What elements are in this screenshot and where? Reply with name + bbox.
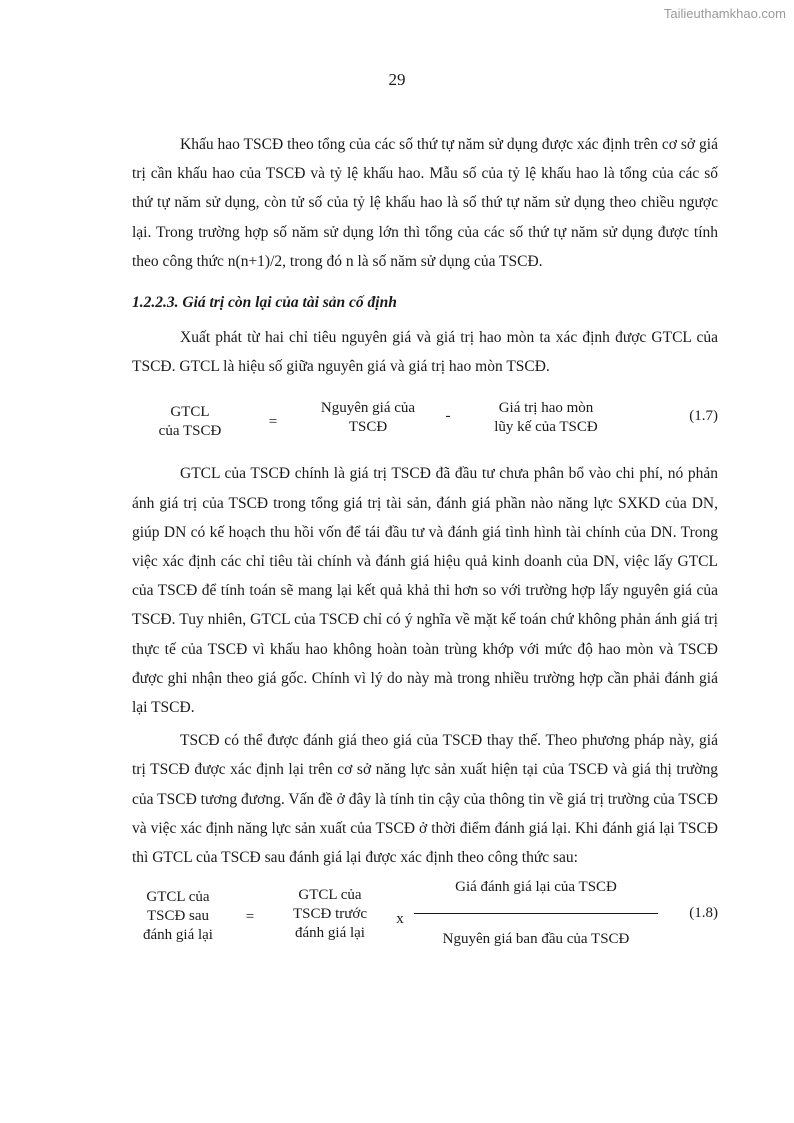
formula-1-7 bbox=[132, 389, 718, 451]
formula-1-7-minus: - bbox=[445, 408, 451, 425]
formula-1-8-numerator: Giá đánh giá lại của TSCĐ bbox=[455, 879, 617, 896]
section-heading: 1.2.2.3. Giá trị còn lại của tài sản cố định bbox=[132, 294, 397, 312]
watermark: Tailieuthamkhao.com bbox=[663, 6, 786, 21]
page-content bbox=[132, 130, 718, 974]
formula-1-7-number: (1.7) bbox=[689, 408, 718, 425]
paragraph-revaluation: TSCĐ có thể được đánh giá theo giá của TSCĐ thay thế. Theo phương pháp này, giá trị TSCĐ được xác định lại trên cơ sở năng lực sản xuất hiện tại của TSCĐ và giá thị trường của TSCĐ tương đương. Vấn đề ở đây là tính tin cậy của thông tin về giá trị trường của TSCĐ và việc xác định năng lực sản xuất của TSCĐ ở thời điểm đánh giá lại. Khi đánh giá lại TSCĐ thì GTCL của TSCĐ sau đánh giá lại được xác định theo công thức sau: bbox=[132, 732, 718, 867]
formula-1-8-fraction-bar bbox=[414, 913, 658, 914]
formula-1-7-term1: Nguyên giá của TSCĐ bbox=[320, 400, 416, 436]
formula-1-7-equals: = bbox=[268, 414, 278, 431]
paragraph-gtcl-meaning: GTCL của TSCĐ chính là giá trị TSCĐ đã đầu tư chưa phân bổ vào chi phí, nó phản ánh giá trị của TSCĐ trong tổng giá trị tài sản, đánh giá phần nào năng lực SXKD của DN, giúp DN có kế hoạch thu hồi vốn để tái đầu tư và đánh giá tình hình tài chính của DN. Trong việc xác định các chỉ tiêu tài chính và đánh giá hiệu quả kinh doanh của DN, việc lấy GTCL của TSCĐ để tính toán sẽ mang lại kết quả khả thi hơn so với trường hợp lấy nguyên giá của TSCĐ. Tuy nhiên, GTCL của TSCĐ chỉ có ý nghĩa về mặt kế toán chứ không phản ánh giá trị thực tế của TSCĐ vì khấu hao không hoàn toàn trùng khớp với mức độ hao mòn và TSCĐ được ghi nhận theo giá gốc. Chính vì lý do này mà trong nhiều trường hợp cần phải đánh giá lại TSCĐ. bbox=[132, 465, 718, 717]
formula-1-8-mid: GTCL của TSCĐ trước đánh giá lại bbox=[293, 887, 367, 942]
formula-1-8 bbox=[132, 878, 718, 974]
formula-1-8-denominator: Nguyên giá ban đầu của TSCĐ bbox=[442, 931, 630, 948]
paragraph-intro: Xuất phát từ hai chỉ tiêu nguyên giá và giá trị hao mòn ta xác định được GTCL của TSCĐ. GTCL là hiệu số giữa nguyên giá và giá trị hao mòn TSCĐ. bbox=[132, 329, 718, 376]
formula-1-8-equals: = bbox=[245, 909, 255, 926]
formula-1-7-lhs: GTCL của TSCĐ bbox=[158, 404, 222, 440]
formula-1-8-lhs: GTCL của TSCĐ sau đánh giá lại bbox=[143, 889, 213, 944]
page-number: 29 bbox=[388, 70, 406, 89]
formula-1-7-term2: Giá trị hao mòn lũy kế của TSCĐ bbox=[494, 400, 598, 436]
formula-1-8-multiply: x bbox=[396, 911, 404, 928]
paragraph-depreciation: Khấu hao TSCĐ theo tổng của các số thứ tự năm sử dụng được xác định trên cơ sở giá trị cần khấu hao của TSCĐ và tỷ lệ khấu hao. Mẫu số của tỷ lệ khấu hao là tổng của các số thứ tự năm sử dụng, còn tử số của tỷ lệ khấu hao là số thứ tự năm sử dụng theo chiều ngược lại. Trong trường hợp số năm sử dụng lớn thì tổng của các số thứ tự năm sử dụng được tính theo công thức n(n+1)/2, trong đó n là số năm sử dụng của TSCĐ. bbox=[132, 136, 718, 270]
formula-1-8-number: (1.8) bbox=[689, 905, 718, 922]
